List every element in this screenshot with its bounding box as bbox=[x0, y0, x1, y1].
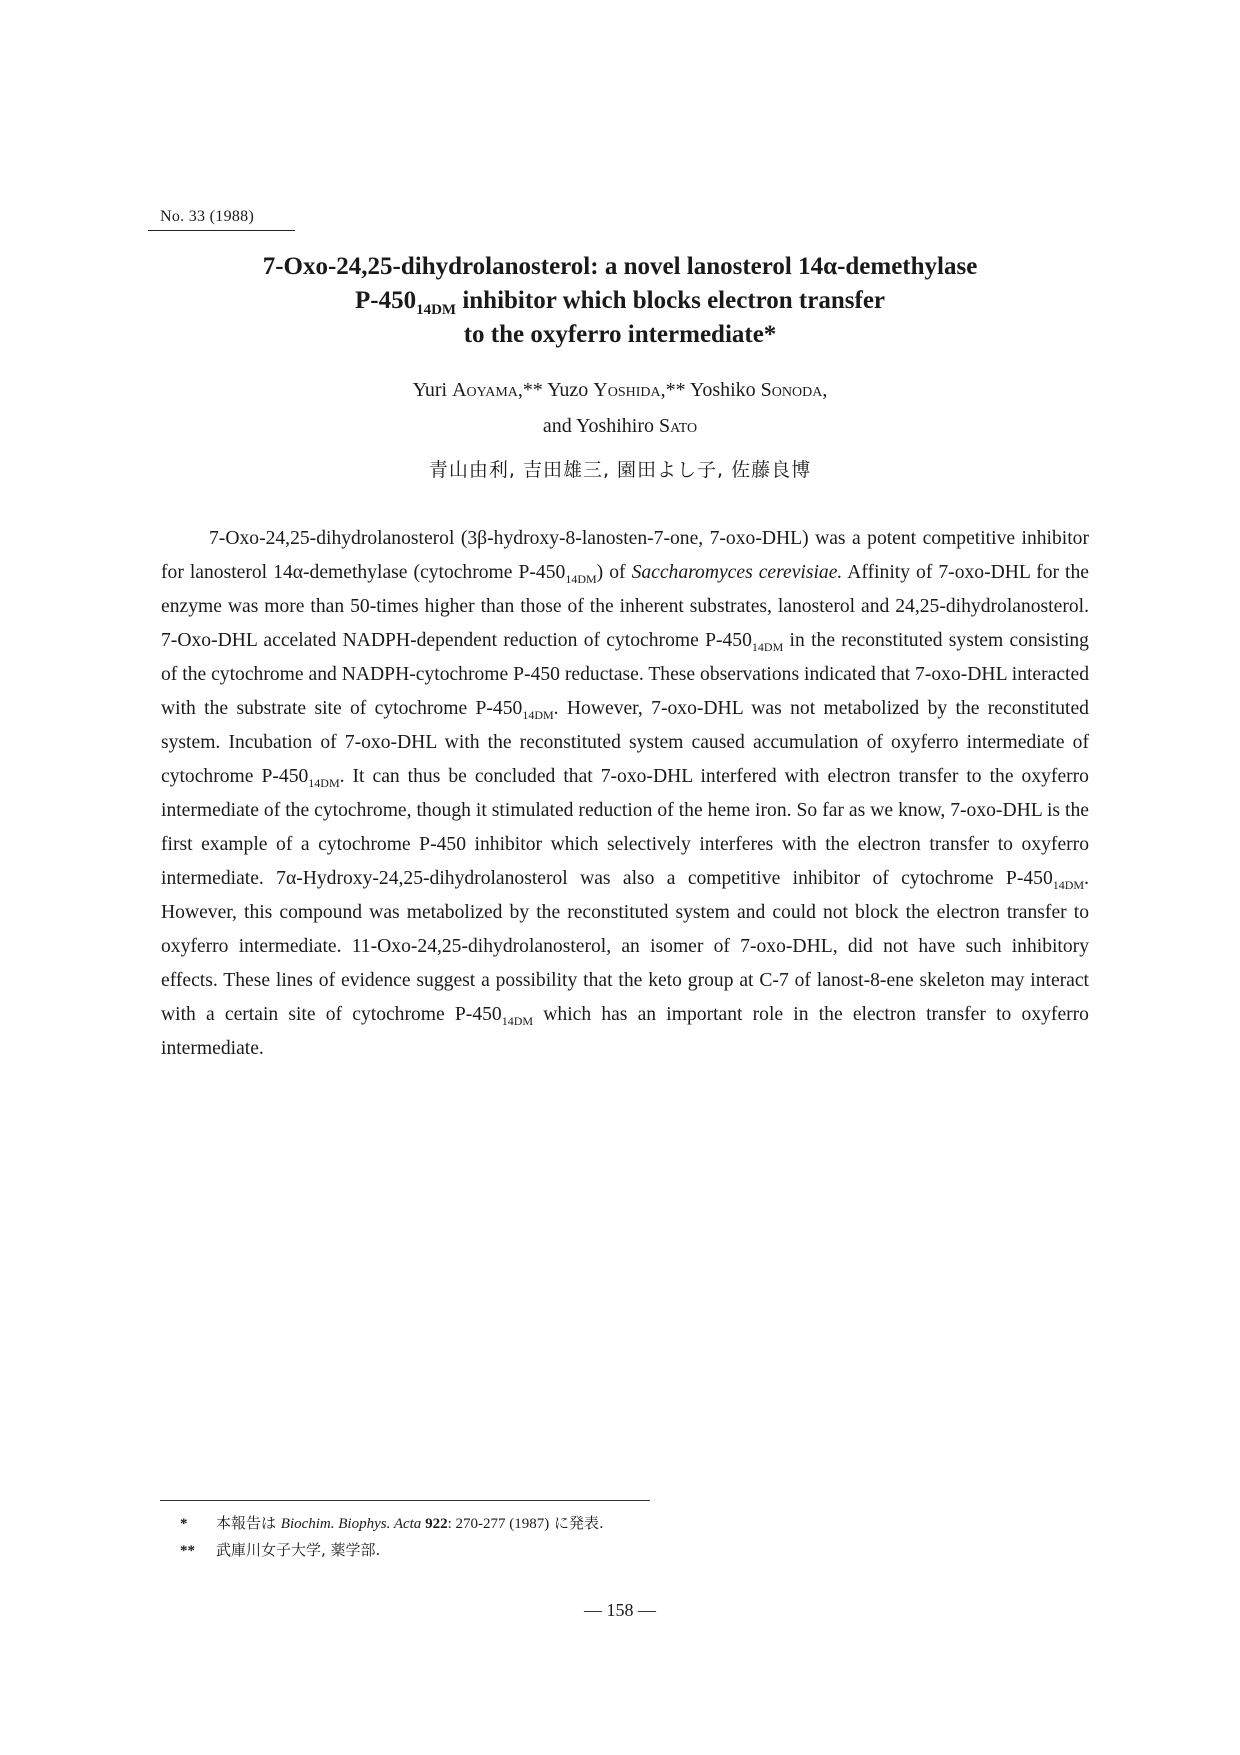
author-1-first: Yuri bbox=[412, 379, 453, 401]
author-3-mark: , bbox=[822, 379, 828, 401]
title-line-3: to the oxyferro intermediate* bbox=[463, 321, 777, 348]
author-2-last: Yoshida bbox=[593, 379, 661, 401]
author-2-first: Yuzo bbox=[547, 379, 594, 401]
author-4-first: and Yoshihiro bbox=[542, 415, 660, 437]
title-subscript: 14DM bbox=[416, 302, 457, 318]
footnote-1: * 本報告は Biochim. Biophys. Acta 922: 270-277 (1987) に発表. bbox=[180, 1514, 604, 1532]
title-line-2 bbox=[150, 284, 1090, 318]
footnotes bbox=[180, 1510, 604, 1564]
author-1-mark: ,** bbox=[517, 379, 548, 401]
abstract-paragraph: 7-Oxo-24,25-dihydrolanosterol (3β-hydroxy-8-lanosten-7-one, 7-oxo-DHL) was a potent competitive inhibitor for lanosterol 14α-demethylase (cytochrome $P-450_{14DM}$) of Saccharomyces cerevisiae. Affinity of 7-oxo-DHL for the enzyme was more than 50-times higher than those of the inherent substrates, lanosterol and 24,25-dihydrolanosterol. 7-Oxo-DHL accelated NADPH-dependent reduction of cytochrome $P-450_{14DM}$ in the reconstituted system consisting of the cytochrome and NADPH-cytochrome P-450 reductase. These observations indicated that 7-oxo-DHL interacted with the substrate site of cytochrome $P-450_{14DM}$. However, 7-oxo-DHL was not metabolized by the reconstituted system. Incubation of 7-oxo-DHL with the reconstituted system caused accumulation of oxyferro intermediate of cytochrome $P-450_{14DM}$. It can thus be concluded that 7-oxo-DHL interfered with electron transfer to the oxyferro intermediate of the cytochrome, though it stimulated reduction of the heme iron. So far as we know, 7-oxo-DHL is the first example of a cytochrome P-450 inhibitor which selectively interferes with the electron transfer to oxyferro intermediate. 7α-Hydroxy-24,25-dihydrolanosterol was also a competitive inhibitor of cytochrome $P-450_{14DM}$. However, this compound was metabolized by the reconstituted system and could not block the electron transfer to oxyferro intermediate. 11-Oxo-24,25-dihydrolanosterol, an isomer of 7-oxo-DHL, did not have such inhibitory effects. These lines of evidence suggest a possibility that the keto group at C-7 of lanost-8-ene skeleton may interact with a certain site of cytochrome $P-450_{14DM}$ which has an important role in the electron transfer to oxyferro intermediate. bbox=[161, 528, 1089, 1059]
footnote-2: ** 武庫川女子大学, 薬学部. bbox=[180, 1541, 381, 1559]
japanese-author-list: 青山由利, 吉田雄三, 園田よし子, 佐藤良博 bbox=[428, 459, 812, 481]
author-list bbox=[150, 372, 1090, 444]
page-number: — 158 — bbox=[584, 1600, 656, 1620]
title-line-2-rest: inhibitor which blocks electron transfer bbox=[456, 287, 886, 314]
author-line-1 bbox=[150, 372, 1090, 408]
species-name: Saccharomyces cerevisiae. bbox=[631, 562, 843, 583]
issue-underline bbox=[148, 230, 295, 231]
journal-name: Biochim. Biophys. Acta bbox=[280, 1516, 422, 1532]
author-line-2 bbox=[150, 408, 1090, 444]
title-p450: P-450 bbox=[354, 287, 417, 314]
paper-title bbox=[150, 250, 1090, 352]
issue-label: No. 33 (1988) bbox=[160, 208, 255, 225]
author-1-last: Aoyama bbox=[452, 379, 518, 401]
footnote-divider bbox=[160, 1500, 650, 1501]
author-2-mark: ,** bbox=[660, 379, 690, 401]
author-4-last: Sato bbox=[659, 415, 698, 437]
author-3-last: Sonoda bbox=[760, 379, 823, 401]
author-3-first: Yoshiko bbox=[689, 379, 761, 401]
title-line-1: 7-Oxo-24,25-dihydrolanosterol: a novel lanosterol 14α-demethylase bbox=[262, 253, 978, 280]
